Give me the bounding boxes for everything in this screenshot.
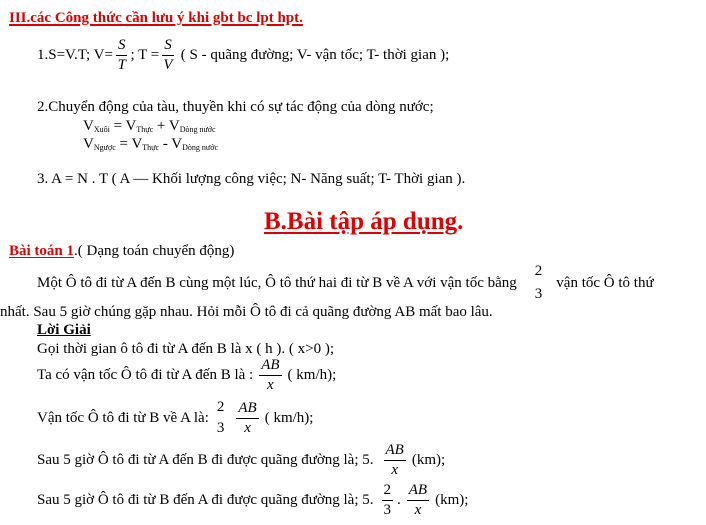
section-heading-formulas: III.các Công thức cần lưu ý khi gbt bc lpt hpt. xyxy=(9,10,303,26)
fraction-ab-over-x: $\frac{AB}{x}$ xyxy=(385,442,404,478)
problem-statement-line2: nhất. Sau 5 giờ chúng gặp nhau. Hỏi mỗi Ô tô đi cả quãng đường AB mất bao lâu. xyxy=(0,304,493,320)
solution-heading: Lời Giải xyxy=(37,322,91,338)
solution-line-1: Gọi thời gian ô tô đi từ A đến B là x ( h ). ( x>0 ); xyxy=(37,341,334,357)
fraction-ab-over-x: $\frac{AB}{x}$ xyxy=(238,399,257,436)
formula-upstream: $V_{Ngược} = V_{Thực} - V_{Dòng nước}$ xyxy=(83,136,219,152)
solution-line-5: Sau 5 giờ Ô tô đi từ B đến A đi được quãng đường là; 5. $\frac{2}{3}$ . $\frac{AB}{x}$ (km); xyxy=(37,482,469,518)
fraction-s-over-v: $\frac{S}{V}$ xyxy=(163,37,173,73)
solution-line-2: Ta có vận tốc Ô tô đi từ A đến B là : $\frac{AB}{x}$ ( km/h); xyxy=(37,357,337,393)
solution-line-4: Sau 5 giờ Ô tô đi từ A đến B đi được quãng đường là; 5. $\frac{AB}{x}$ (km); xyxy=(37,442,446,478)
formula-work: 3. A = N . T ( A — Khối lượng công việc; N- Năng suất; T- Thời gian ). xyxy=(37,171,466,187)
section-title-exercises: B.Bài tập áp dụng. xyxy=(264,208,464,235)
fraction-s-over-t: $\frac{S}{T}$ xyxy=(117,37,126,73)
problem-statement-line1: Một Ô tô đi từ A đến B cùng một lúc, Ô tô thứ hai đi từ B về A với vận tốc bằng 2 3 vận tốc Ô tô thứ xyxy=(37,263,654,302)
formula-boat-title: 2.Chuyển động của tàu, thuyền khi có sự tác động của dòng nước; xyxy=(37,99,434,115)
formula-downstream: $V_{Xuôi} = V_{Thực} + V_{Dòng nước}$ xyxy=(83,118,216,134)
formula-distance: 1.S=V.T; V= $\frac{S}{T}$ ; T = $\frac{S}{V}$ ( S - quãng đường; V- vận tốc; T- thời gian ); xyxy=(37,37,450,73)
fraction-two-thirds: $\frac{2}{3}$ xyxy=(383,482,392,518)
fraction-ab-over-x: $\frac{AB}{x}$ xyxy=(261,357,280,393)
fraction-ab-over-x: $\frac{AB}{x}$ xyxy=(408,482,428,518)
fraction-two-thirds: 2 3 xyxy=(216,399,225,436)
problem-label: Bài toán 1.( Dạng toán chuyển động) xyxy=(9,243,235,259)
formula-prefix: 1.S=V.T; V= xyxy=(37,47,113,63)
formula-legend: ( S - quãng đường; V- vận tốc; T- thời gian ); xyxy=(180,47,450,63)
solution-line-3: Vận tốc Ô tô đi từ B về A là: 2 3 $\frac{AB}{x}$ ( km/h); xyxy=(37,399,314,436)
fraction-two-thirds: 2 3 xyxy=(534,263,543,302)
